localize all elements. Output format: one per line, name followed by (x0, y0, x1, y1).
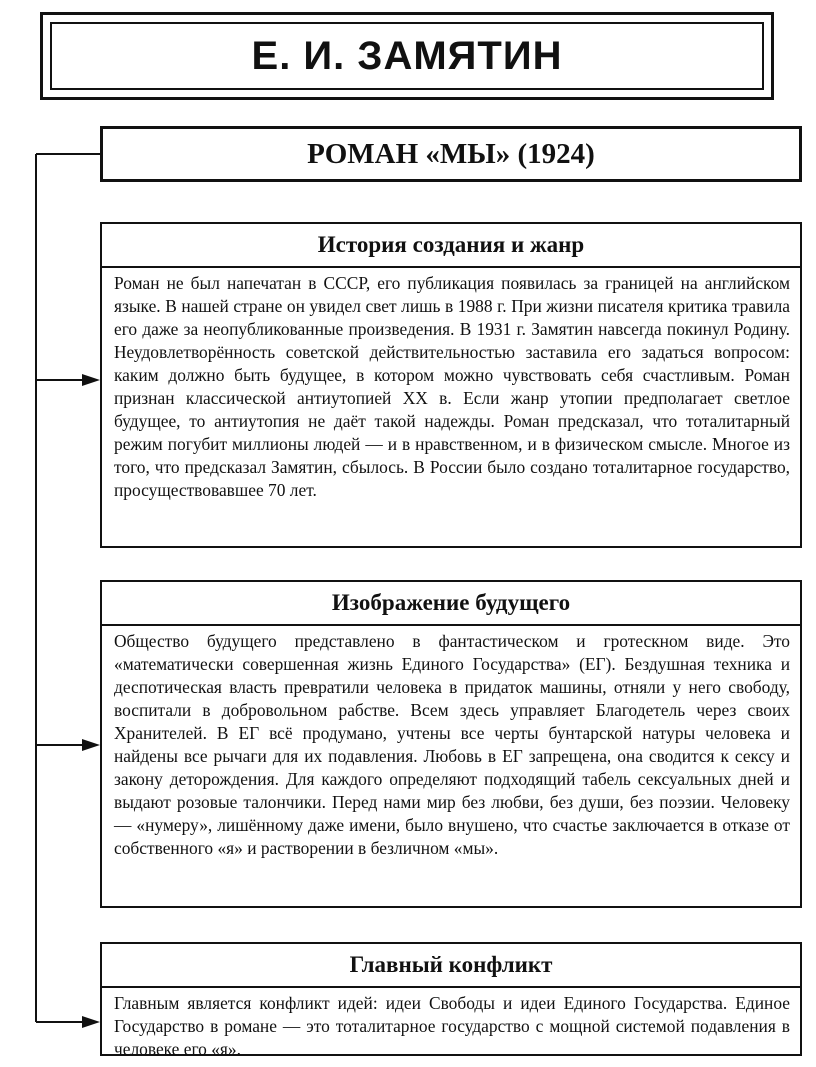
section-text: Роман не был напечатан в СССР, его публикация появилась за границей на английском языке. В нашей стране он увидел свет лишь в 1988 г. При жизни писателя критика травила его даже за неопубликованные произведения. В 1931 г. Замятин навсегда покинул Родину. Неудовлетворённость советской действительностью заставила его задаться вопросом: каким должно быть будущее, в котором можно чувствовать себя счастливым. Роман признан классической антиутопией XX в. Если жанр утопии предполагает светлое будущее, то антиутопия не даёт такой надежды. Роман предсказал, что тоталитарный режим погубит миллионы людей — и в нравственном, и в физическом смысле. Многое из того, что предсказал Замятин, сбылось. В России было создано тоталитарное государство, просуществовавшее 70 лет. (114, 273, 790, 500)
section-future-image (100, 580, 802, 908)
section-history-genre (100, 222, 802, 548)
section-heading: Главный конфликт (102, 944, 800, 988)
novel-title-box: РОМАН «МЫ» (1924) (100, 126, 802, 182)
author-title: Е. И. ЗАМЯТИН (50, 22, 764, 90)
section-text: Общество будущего представлено в фантастическом и гротескном виде. Это «математически совершенная жизнь Единого Государства» (ЕГ). Бездушная техника и деспотическая власть превратили человека в придаток машины, отняли у него свободу, воспитали в добровольном рабстве. Всем здесь управляет Благодетель через своих Хранителей. В ЕГ всё продумано, учтены все черты бунтарской натуры человека и найдены все рычаги для их подавления. Любовь в ЕГ запрещена, она сводится к сексу и закону деторождения. Для каждого определяют подходящий табель сексуальных дней и выдают розовые талончики. Перед нами мир без любви, без души, без поэзии. Человеку — «нумеру», лишённому даже имени, было внушено, что счастье заключается в отказе от собственного «я» и растворении в безличном «мы». (114, 631, 790, 858)
section-heading: История создания и жанр (102, 224, 800, 268)
arrow-1 (82, 374, 100, 386)
section-main-conflict (100, 942, 802, 1059)
section-heading: Изображение будущего (102, 582, 800, 626)
arrow-3 (82, 1016, 100, 1028)
arrow-2 (82, 739, 100, 751)
section-text: Главным является конфликт идей: идеи Свободы и идеи Единого Государства. Единое Государство в романе — это тоталитарное государство с мощной системой подавления в человеке его «я». (114, 993, 790, 1059)
